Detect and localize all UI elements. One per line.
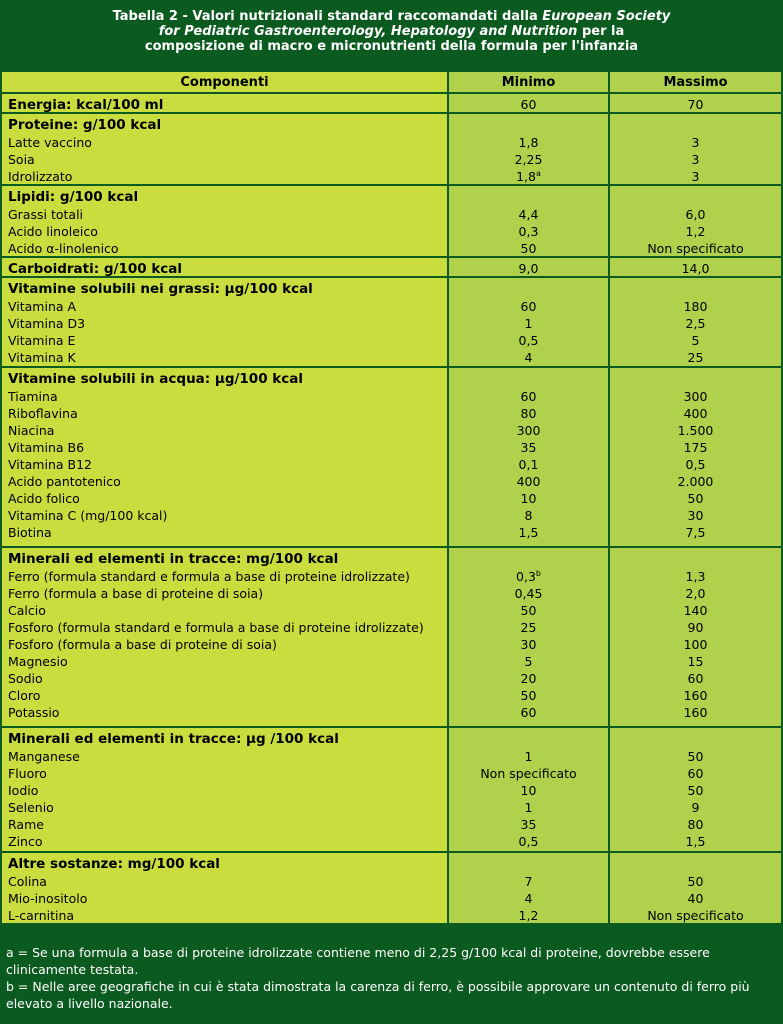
- component-name: Acido folico: [8, 491, 80, 506]
- table-header-row: [0, 70, 783, 94]
- min-cell: [447, 114, 608, 184]
- min-value: 1,8$^a$: [516, 168, 541, 184]
- component-name: Zinco: [8, 834, 43, 849]
- min-value: 1: [524, 749, 533, 764]
- min-value: 50: [520, 241, 537, 256]
- component-name: Acido pantotenico: [8, 474, 121, 489]
- max-value: 50: [687, 874, 704, 889]
- max-value: 50: [687, 491, 704, 506]
- min-value: 400: [516, 474, 541, 489]
- table-section: [0, 548, 783, 728]
- max-value: 40: [687, 891, 704, 906]
- header-massimo: Massimo: [608, 72, 783, 92]
- table-section: [0, 186, 783, 258]
- section-title: Energia: kcal/100 ml: [8, 97, 164, 113]
- component-name: Vitamina D3: [8, 316, 86, 331]
- section-title: Altre sostanze: mg/100 kcal: [8, 856, 220, 872]
- component-cell: [0, 368, 447, 546]
- component-name: Fosforo (formula a base di proteine di soia): [8, 637, 277, 652]
- min-value: 1,2: [518, 908, 539, 923]
- component-name: Latte vaccino: [8, 135, 92, 150]
- min-value: 25: [520, 620, 537, 635]
- max-value: 300: [683, 389, 708, 404]
- component-cell: [0, 548, 447, 726]
- component-cell: [0, 186, 447, 256]
- max-value: 6,0: [685, 207, 706, 222]
- max-value: 100: [683, 637, 708, 652]
- footnote-marker: b: [535, 568, 541, 578]
- min-value: 30: [520, 637, 537, 652]
- max-value: 160: [683, 688, 708, 703]
- max-value: 7,5: [685, 525, 706, 540]
- min-value: 20: [520, 671, 537, 686]
- max-value: Non specificato: [647, 908, 744, 923]
- min-value: 35: [520, 817, 537, 832]
- max-value: 1,5: [685, 834, 706, 849]
- header-componenti: Componenti: [0, 72, 447, 92]
- min-cell: [447, 258, 608, 276]
- table-section: [0, 114, 783, 186]
- component-name: Vitamina K: [8, 350, 76, 365]
- component-name: Iodio: [8, 783, 39, 798]
- section-title: Proteine: g/100 kcal: [8, 117, 162, 133]
- min-value: 60: [520, 97, 537, 112]
- component-name: L-carnitina: [8, 908, 75, 923]
- max-value: 175: [683, 440, 708, 455]
- min-value: 1,5: [518, 525, 539, 540]
- max-value: 3: [691, 169, 700, 184]
- max-value: 60: [687, 766, 704, 781]
- max-cell: [608, 368, 783, 546]
- min-value: Non specificato: [480, 766, 577, 781]
- min-value: 0,3: [518, 224, 539, 239]
- footnote-b: b = Nelle aree geografiche in cui è stata dimostrata la carenza di ferro, è possibile approvare un contenuto di ferro più elevato a livello nazionale.: [6, 979, 750, 1011]
- nutrition-table: [0, 70, 783, 925]
- max-value: Non specificato: [647, 241, 744, 256]
- max-value: 9: [691, 800, 700, 815]
- component-name: Cloro: [8, 688, 41, 703]
- component-name: Vitamina B12: [8, 457, 92, 472]
- component-name: Riboflavina: [8, 406, 78, 421]
- max-value: 25: [687, 350, 704, 365]
- min-value: 5: [524, 654, 533, 669]
- component-name: Vitamina A: [8, 299, 77, 314]
- component-name: Tiamina: [8, 389, 58, 404]
- table-section: [0, 278, 783, 368]
- footnote-a: a = Se una formula a base di proteine idrolizzate contiene meno di 2,25 g/100 kcal di proteine, dovrebbe essere clinicamente testata.: [6, 945, 710, 977]
- component-name: Acido linoleico: [8, 224, 98, 239]
- title-line-2: for Pediatric Gastroenterology, Hepatology and Nutrition per la: [158, 24, 625, 39]
- table-section: [0, 368, 783, 548]
- component-cell: [0, 853, 447, 923]
- min-value: 10: [520, 491, 537, 506]
- component-cell: [0, 114, 447, 184]
- footnote-marker: a: [535, 168, 541, 178]
- component-name: Biotina: [8, 525, 52, 540]
- section-title: Minerali ed elementi in tracce: mg/100 kcal: [8, 551, 339, 567]
- max-cell: [608, 728, 783, 851]
- max-value: 1.500: [677, 423, 714, 438]
- min-value: 0,45: [514, 586, 543, 601]
- title-line-3: composizione di macro e micronutrienti della formula per l'infanzia: [144, 39, 639, 54]
- min-value: 9,0: [518, 261, 539, 276]
- min-value: 80: [520, 406, 537, 421]
- min-cell: [447, 853, 608, 923]
- min-cell: [447, 186, 608, 256]
- max-value: 1,2: [685, 224, 706, 239]
- max-value: 1,3: [685, 569, 706, 584]
- component-name: Vitamina B6: [8, 440, 85, 455]
- max-cell: [608, 94, 783, 112]
- max-cell: [608, 548, 783, 726]
- component-name: Colina: [8, 874, 47, 889]
- section-title: Lipidi: g/100 kcal: [8, 189, 139, 205]
- component-name: Acido α-linolenico: [8, 241, 119, 256]
- section-title: Minerali ed elementi in tracce: µg /100 kcal: [8, 731, 339, 747]
- min-cell: [447, 368, 608, 546]
- title-line-1: Tabella 2 - Valori nutrizionali standard raccomandati dalla European Society: [112, 9, 671, 24]
- min-cell: [447, 278, 608, 366]
- component-cell: [0, 258, 447, 276]
- min-cell: [447, 728, 608, 851]
- min-value: 50: [520, 688, 537, 703]
- max-value: 180: [683, 299, 708, 314]
- min-value: 1,8: [518, 135, 539, 150]
- min-value: 0,1: [518, 457, 539, 472]
- component-name: Vitamina E: [8, 333, 76, 348]
- component-name: Mio-inositolo: [8, 891, 88, 906]
- max-cell: [608, 186, 783, 256]
- min-value: 0,5: [518, 333, 539, 348]
- max-value: 3: [691, 152, 700, 167]
- table-section: [0, 94, 783, 114]
- min-value: 1: [524, 316, 533, 331]
- max-value: 3: [691, 135, 700, 150]
- component-name: Fosforo (formula standard e formula a base di proteine idrolizzate): [8, 620, 424, 635]
- min-cell: [447, 94, 608, 112]
- component-name: Grassi totali: [8, 207, 84, 222]
- component-cell: [0, 94, 447, 112]
- min-value: 7: [524, 874, 533, 889]
- component-name: Fluoro: [8, 766, 47, 781]
- min-value: 0,5: [518, 834, 539, 849]
- max-cell: [608, 114, 783, 184]
- max-value: 90: [687, 620, 704, 635]
- min-value: 60: [520, 389, 537, 404]
- max-value: 5: [691, 333, 700, 348]
- section-title: Vitamine solubili nei grassi: µg/100 kcal: [8, 281, 313, 297]
- table-section: [0, 728, 783, 853]
- component-cell: [0, 278, 447, 366]
- section-title: Carboidrati: g/100 kcal: [8, 261, 183, 277]
- component-name: Soia: [8, 152, 35, 167]
- min-value: 8: [524, 508, 533, 523]
- max-cell: [608, 853, 783, 923]
- max-value: 70: [687, 97, 704, 112]
- table-section: [0, 258, 783, 278]
- component-name: Ferro (formula standard e formula a base di proteine idrolizzate): [8, 569, 410, 584]
- component-name: Niacina: [8, 423, 55, 438]
- component-name: Calcio: [8, 603, 46, 618]
- max-value: 2.000: [677, 474, 714, 489]
- table-title: [0, 0, 783, 70]
- component-name: Magnesio: [8, 654, 68, 669]
- min-cell: [447, 548, 608, 726]
- header-minimo: Minimo: [447, 72, 608, 92]
- min-value: 0,3$^b$: [516, 568, 541, 584]
- max-cell: [608, 278, 783, 366]
- max-value: 2,5: [685, 316, 706, 331]
- min-value: 300: [516, 423, 541, 438]
- max-value: 50: [687, 783, 704, 798]
- max-cell: [608, 258, 783, 276]
- max-value: 30: [687, 508, 704, 523]
- max-value: 140: [683, 603, 708, 618]
- component-name: Vitamina C (mg/100 kcal): [8, 508, 168, 523]
- component-cell: [0, 728, 447, 851]
- max-value: 60: [687, 671, 704, 686]
- footnotes: [0, 944, 783, 1024]
- max-value: 0,5: [685, 457, 706, 472]
- min-value: 60: [520, 299, 537, 314]
- component-name: Sodio: [8, 671, 43, 686]
- min-value: 10: [520, 783, 537, 798]
- min-value: 2,25: [514, 152, 543, 167]
- max-value: 14,0: [681, 261, 710, 276]
- min-value: 50: [520, 603, 537, 618]
- section-title: Vitamine solubili in acqua: µg/100 kcal: [8, 371, 304, 387]
- min-value: 4: [524, 350, 533, 365]
- component-name: Selenio: [8, 800, 54, 815]
- component-name: Idrolizzato: [8, 169, 73, 184]
- min-value: 1: [524, 800, 533, 815]
- component-name: Manganese: [8, 749, 80, 764]
- min-value: 4: [524, 891, 533, 906]
- max-value: 400: [683, 406, 708, 421]
- min-value: 35: [520, 440, 537, 455]
- component-name: Rame: [8, 817, 44, 832]
- table-section: [0, 853, 783, 925]
- min-value: 60: [520, 705, 537, 720]
- max-value: 160: [683, 705, 708, 720]
- max-value: 2,0: [685, 586, 706, 601]
- max-value: 80: [687, 817, 704, 832]
- min-value: 4,4: [518, 207, 539, 222]
- component-name: Potassio: [8, 705, 60, 720]
- max-value: 15: [687, 654, 704, 669]
- component-name: Ferro (formula a base di proteine di soia): [8, 586, 264, 601]
- max-value: 50: [687, 749, 704, 764]
